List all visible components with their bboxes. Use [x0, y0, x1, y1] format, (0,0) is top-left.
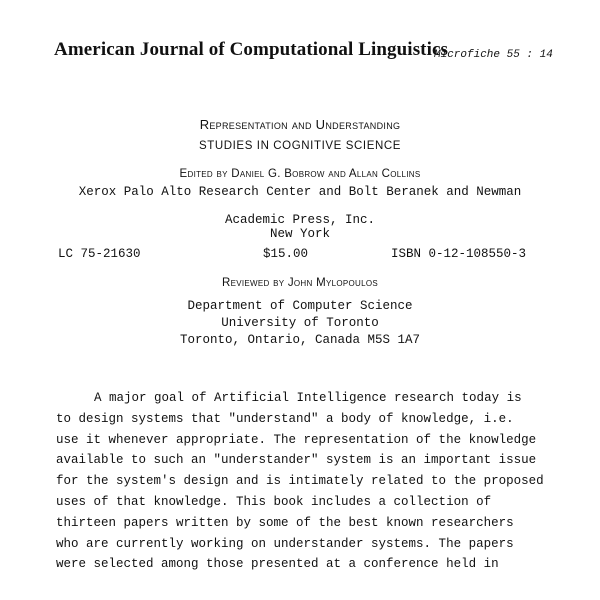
publisher-city: New York — [269, 227, 330, 241]
publisher-name: Academic Press, Inc. — [224, 213, 376, 227]
editor-affiliation: Xerox Palo Alto Research Center and Bolt Beranek and Newman — [78, 185, 522, 199]
body-line: thirteen papers written by some of the best known researchers — [56, 515, 514, 530]
body-line: for the system's design and is intimately related to the proposed — [56, 474, 544, 489]
reviewer-location: Toronto, Ontario, Canada M5S 1A7 — [179, 333, 421, 347]
reviewer-department: Department of Computer Science — [187, 299, 413, 313]
body-line: who are currently working on understander systems. The papers — [56, 536, 514, 551]
book-title: Representation and Understanding — [199, 117, 401, 132]
reviewer-name: Reviewed by John Mylopoulos — [221, 277, 378, 289]
body-line: available to such an "understander" system is an important issue — [56, 453, 537, 468]
microfiche-reference: Microfiche 55 : 14 — [434, 49, 553, 61]
reviewer-university: University of Toronto — [221, 316, 379, 330]
journal-title: American Journal of Computational Linguistics — [54, 39, 449, 60]
body-line: use it whenever appropriate. The representation of the knowledge — [56, 432, 537, 447]
book-subtitle: STUDIES IN COGNITIVE SCIENCE — [198, 140, 402, 152]
library-of-congress-number: LC 75-21630 — [58, 247, 141, 261]
book-editors: Edited by Daniel G. Bobrow and Allan Collins — [179, 168, 421, 180]
body-line: A major goal of Artificial Intelligence research today is — [94, 391, 522, 405]
book-isbn: ISBN 0-12-108550-3 — [391, 247, 527, 261]
book-price: $15.00 — [263, 247, 309, 261]
body-line: to design systems that "understand" a body of knowledge, i.e. — [56, 411, 514, 426]
body-line: uses of that knowledge. This book includes a collection of — [56, 495, 492, 509]
body-line: were selected among those presented at a conference held in — [56, 557, 499, 572]
